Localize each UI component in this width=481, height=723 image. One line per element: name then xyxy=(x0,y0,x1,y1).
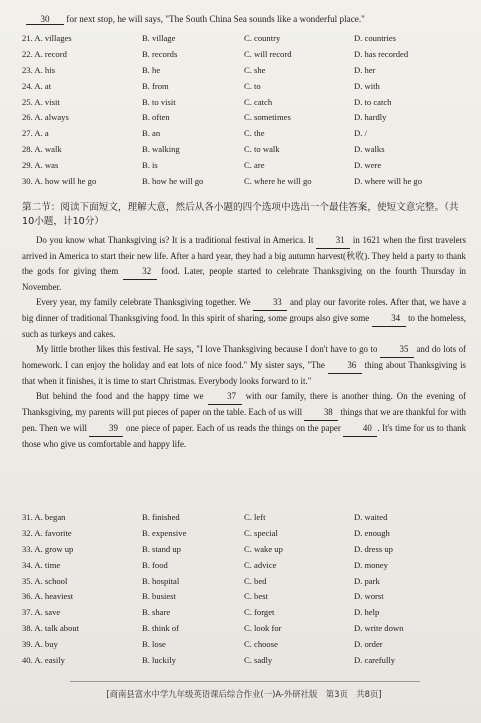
option-a: 25. A. visit xyxy=(22,96,60,107)
option-b: B. food xyxy=(142,559,168,570)
option-row xyxy=(22,621,467,637)
footer-divider xyxy=(70,681,420,682)
option-b: B. often xyxy=(142,112,170,123)
passage-text: and play our favorite roles. After that, we have a big dinner of traditional Thanksgiving food. In this spirit of sharing, some groups also give some xyxy=(22,297,467,323)
option-d: D. write down xyxy=(354,623,404,634)
paragraph-1 xyxy=(22,233,466,295)
passage-text: one piece of paper. Each of us reads the things on the paper xyxy=(123,423,344,433)
option-c: C. special xyxy=(244,527,278,538)
options-21-30 xyxy=(22,31,467,190)
option-a: 32. A. favorite xyxy=(22,527,72,538)
option-c: C. sadly xyxy=(244,655,273,666)
option-d: D. has recorded xyxy=(354,48,409,59)
option-b: B. hospital xyxy=(142,575,180,586)
option-d: D. hardly xyxy=(354,112,387,123)
option-d: D. / xyxy=(354,128,367,139)
passage-text: . It's time for us to thank those who give us comfortable and happy life. xyxy=(22,423,467,449)
option-c: C. bed xyxy=(244,575,267,586)
option-row xyxy=(22,558,467,574)
option-row xyxy=(22,47,467,63)
option-d: D. her xyxy=(354,64,376,75)
option-a: 24. A. at xyxy=(22,80,52,91)
page-footer: [商南县富水中学九年级英语课后综合作业(一)A-外研社版 第3页 共8页] xyxy=(106,689,382,699)
option-row xyxy=(22,110,467,126)
option-b: B. finished xyxy=(142,512,180,522)
option-b: B. think of xyxy=(142,623,180,634)
blank-number: 32 xyxy=(123,264,157,280)
option-c: C. will record xyxy=(244,48,292,59)
option-d: D. dress up xyxy=(354,543,393,554)
option-row xyxy=(22,526,467,542)
passage-text: to the homeless, such as turkeys and cakes. xyxy=(22,313,466,339)
option-c: C. forget xyxy=(244,607,275,618)
option-row xyxy=(22,79,467,95)
option-b: B. luckily xyxy=(142,655,176,666)
option-a: 21. A. villages xyxy=(22,33,72,43)
blank-number: 38 xyxy=(304,405,338,421)
option-b: B. busiest xyxy=(142,591,176,602)
option-row xyxy=(22,542,467,558)
option-d: D. help xyxy=(354,607,380,618)
blank-30: 30 xyxy=(26,14,64,25)
passage-text: Do you know what Thanksgiving is? It is a traditional festival in America. It xyxy=(36,235,317,245)
option-b: B. share xyxy=(142,607,171,618)
option-d: D. countries xyxy=(354,33,397,43)
question-30-context xyxy=(26,14,471,25)
option-b: B. village xyxy=(142,33,176,43)
paragraph-3 xyxy=(22,342,466,389)
option-c: C. choose xyxy=(244,639,278,650)
blank-number: 39 xyxy=(89,421,123,437)
passage-text: in 1621 when the first travelers arrived in America to start their new life. After a hard year, they had a big autumn harvest(秋收). They held a party to thank the gods for giving them xyxy=(22,235,466,276)
option-c: C. where he will go xyxy=(244,176,312,187)
option-b: B. from xyxy=(142,80,169,91)
option-d: D. money xyxy=(354,559,388,570)
option-d: D. were xyxy=(354,160,382,171)
passage-text: thing about Thanksgiving is that when it finishes, it is time to start Christmas. Everybody looks forward to it." xyxy=(22,360,466,386)
option-d: D. worst xyxy=(354,591,384,602)
option-row xyxy=(22,158,467,174)
question-30-text: for next stop, he will says, "The South China Sea sounds like a wonderful place." xyxy=(66,14,365,24)
option-d: D. park xyxy=(354,575,380,586)
passage-text: with our family, there is another thing. On the evening of Thanksgiving, my parents will put pieces of paper on the table. Each of us will xyxy=(22,391,466,417)
option-b: B. an xyxy=(142,128,161,139)
option-c: C. the xyxy=(244,128,265,139)
option-row xyxy=(22,605,467,621)
option-d: D. with xyxy=(354,80,380,91)
passage-text: My little brother likes this festival. He says, "I love Thanksgiving because I don't have to go to xyxy=(36,344,380,354)
option-a: 23. A. his xyxy=(22,64,55,75)
option-d: D. waited xyxy=(354,512,388,522)
option-a: 36. A. heaviest xyxy=(22,591,74,602)
option-a: 22. A. record xyxy=(22,48,67,59)
option-c: C. are xyxy=(244,160,265,171)
option-c: C. catch xyxy=(244,96,273,107)
option-row xyxy=(22,637,467,653)
passage-text: But behind the food and the happy time we xyxy=(36,391,208,401)
passage-text: food. Later, people started to celebrate Thanksgiving on the fourth Thursday in November. xyxy=(22,266,466,292)
option-a: 38. A. talk about xyxy=(22,623,80,634)
option-row xyxy=(22,95,467,111)
option-a: 35. A. school xyxy=(22,575,68,586)
option-c: C. look for xyxy=(244,623,282,634)
option-a: 28. A. walk xyxy=(22,144,62,155)
option-a: 34. A. time xyxy=(22,559,61,570)
option-b: B. stand up xyxy=(142,543,181,554)
option-c: C. advice xyxy=(244,559,277,570)
option-b: B. to visit xyxy=(142,96,176,107)
option-row xyxy=(22,142,467,158)
option-a: 27. A. a xyxy=(22,128,49,139)
option-d: D. where will he go xyxy=(354,176,423,187)
paragraph-2 xyxy=(22,295,466,342)
option-c: C. best xyxy=(244,591,268,602)
option-row xyxy=(22,174,467,190)
option-c: C. left xyxy=(244,512,266,522)
option-row xyxy=(22,653,467,669)
blank-number: 31 xyxy=(316,233,350,249)
option-a: 26. A. always xyxy=(22,112,69,123)
paragraph-4 xyxy=(22,389,466,452)
option-b: B. records xyxy=(142,48,178,59)
blank-number: 35 xyxy=(380,342,414,358)
cloze-passage xyxy=(22,233,466,452)
passage-text: things that we are thankful for with pen. Then we will xyxy=(22,407,466,433)
option-row xyxy=(22,574,467,590)
option-row xyxy=(22,31,467,47)
blank-number: 40 xyxy=(343,421,377,437)
option-b: B. walking xyxy=(142,144,180,155)
option-c: C. country xyxy=(244,33,281,43)
option-d: D. carefully xyxy=(354,655,396,666)
option-a: 31. A. began xyxy=(22,512,66,522)
option-a: 39. A. buy xyxy=(22,639,58,650)
blank-number: 36 xyxy=(328,358,362,374)
option-d: D. to catch xyxy=(354,96,392,107)
option-d: D. order xyxy=(354,639,383,650)
option-c: C. to walk xyxy=(244,144,280,155)
option-a: 33. A. grow up xyxy=(22,543,74,554)
option-c: C. she xyxy=(244,64,266,75)
option-c: C. to xyxy=(244,80,261,91)
option-b: B. lose xyxy=(142,639,166,650)
option-a: 37. A. save xyxy=(22,607,61,618)
option-d: D. walks xyxy=(354,144,385,155)
options-31-40 xyxy=(22,510,467,669)
option-row xyxy=(22,589,467,605)
option-a: 40. A. easily xyxy=(22,655,65,666)
option-b: B. expensive xyxy=(142,527,187,538)
option-row xyxy=(22,63,467,79)
option-b: B. how he will go xyxy=(142,176,204,187)
blank-number: 37 xyxy=(208,389,242,405)
section-2-title: 第二节：阅读下面短文，理解大意，然后从各小题的四个选项中选出一个最佳答案，使短文意完整。（共10小题，计10分） xyxy=(22,202,459,227)
option-d: D. enough xyxy=(354,527,390,538)
blank-number: 33 xyxy=(253,295,287,311)
option-c: C. wake up xyxy=(244,543,283,554)
option-b: B. is xyxy=(142,160,158,171)
option-row xyxy=(22,510,467,526)
option-b: B. he xyxy=(142,64,161,75)
blank-number: 34 xyxy=(372,311,406,327)
option-a: 30. A. how will he go xyxy=(22,176,97,187)
option-row xyxy=(22,126,467,142)
passage-text: Every year, my family celebrate Thanksgiving together. We xyxy=(36,297,254,307)
option-c: C. sometimes xyxy=(244,112,291,123)
passage-text: and do lots of homework. I can enjoy the holiday and eat lots of nice food." My sister says, "The xyxy=(22,344,466,370)
option-a: 29. A. was xyxy=(22,160,59,171)
